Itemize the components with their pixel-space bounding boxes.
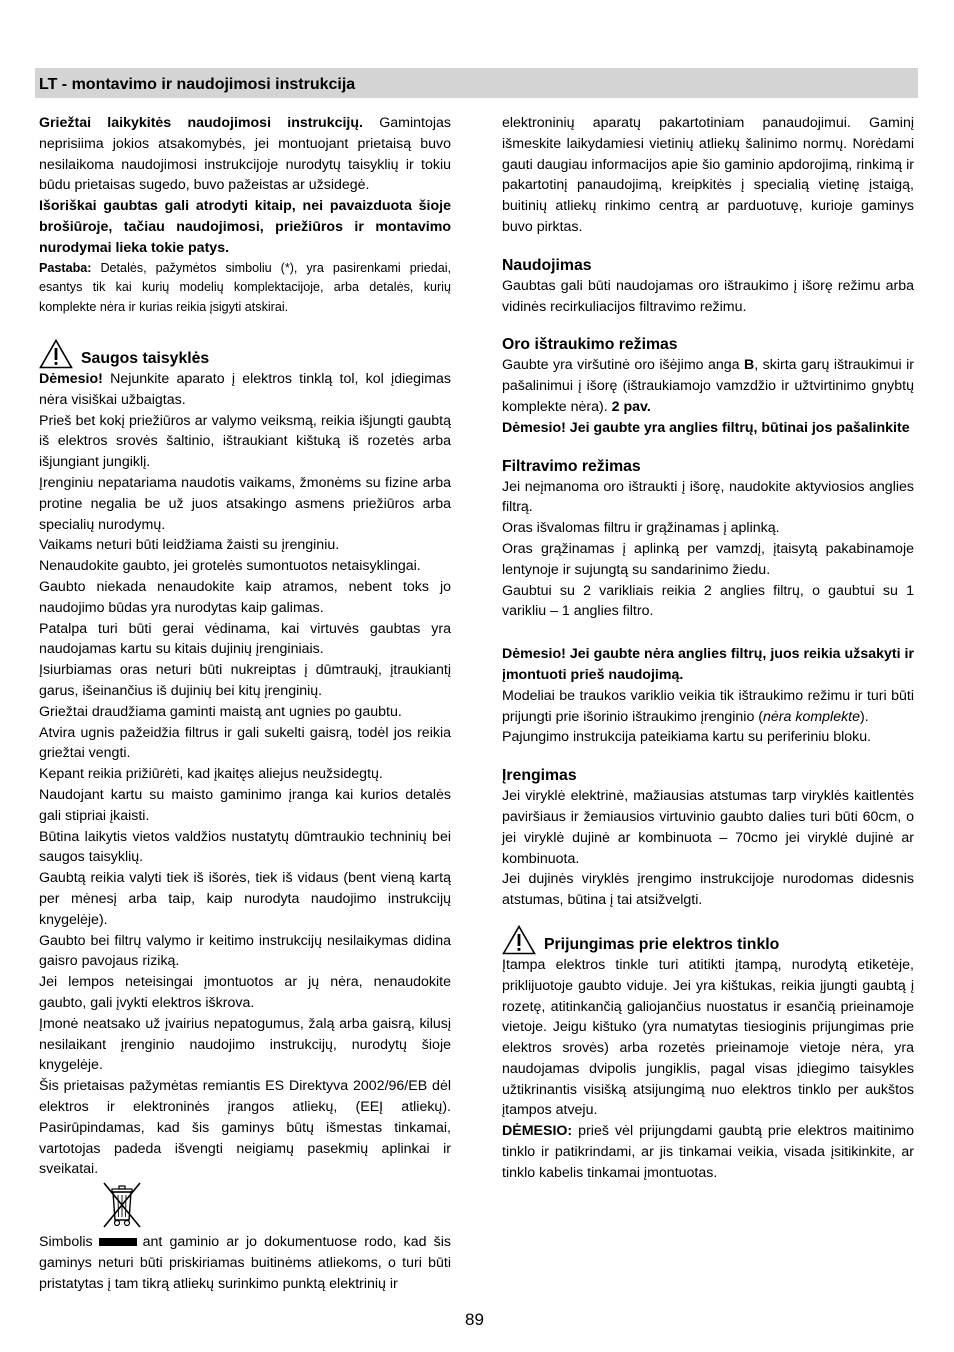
intro-bold-paragraph: Išoriškai gaubtas gali atrodyti kitaip, nei pavaizduota šioje brošiūroje, tačiau naudojimosi, priežiūros ir montavimo nurodymai lieka tokie patys. — [39, 198, 451, 256]
motorless-text-a: Modeliai be traukos variklio veikia tik ištraukimo režimu ir turi būti prijungti prie išorinio ištraukimo įrenginio ( — [502, 687, 914, 725]
intro-paragraph — [39, 113, 451, 196]
electrical-attention-label: DĖMESIO: — [502, 1123, 573, 1140]
usage-paragraph: Gaubtas gali būti naudojamas oro ištraukimo į išorę režimu arba vidinės recirkuliacijos filtravimo režimu. — [502, 277, 914, 315]
intro-bold: Griežtai laikykitės naudojimosi instrukcijų. — [39, 115, 363, 131]
electrical-attention — [502, 1121, 914, 1183]
crossed-out-bin-icon — [99, 1180, 145, 1230]
note-paragraph — [39, 259, 451, 318]
install-paragraph: Jei dujinės viryklės įrengimo instrukcijoje nurodomas didesnis atstumas, būtina į tai atsižvelgti. — [502, 871, 914, 909]
right-column — [502, 113, 914, 1184]
section-title: LT - montavimo ir naudojimosi instrukcija — [39, 76, 356, 93]
electrical-heading-row — [502, 925, 914, 955]
extraction-outlet-label: B — [744, 357, 755, 374]
warning-triangle-icon — [39, 339, 73, 369]
extraction-heading: Oro ištraukimo režimas — [502, 336, 678, 354]
note-text: Detalės, pažymėtos simboliu (*), yra pasirenkami priedai, esantys tik kai kurių modelių komplektacijoje, arba detalės, kurių komplekte nėra ir kurias reikia įsigyti atskirai. — [39, 260, 451, 314]
extraction-paragraph — [502, 355, 914, 417]
filter-heading: Filtravimo režimas — [502, 457, 641, 475]
filter-attention: Dėmesio! Jei gaubte nėra anglies filtrų, juos reikia užsakyti ir įmontuoti prieš naudojimą. — [502, 646, 914, 683]
symbol-prefix: Simbolis — [39, 1234, 93, 1251]
motorless-italic: nėra komplekte — [763, 708, 861, 725]
safety-paragraph: Prieš bet kokį priežiūros ar valymo veiksmą, reikia išjungti gaubtą iš elektros srovės šaltinio, ištraukiant kištuką iš rozetės arba išjungiant jungiklį. — [39, 412, 451, 471]
safety-paragraph: Įmonė neatsako už įvairius nepatogumus, žalą arba gaisrą, kilusį nesilaikant įrenginio naudojimo instrukcijų, nurodytų šioje knygelėje. — [39, 1015, 451, 1074]
symbol-text: ant gaminio ar jo dokumentuose rodo, kad šis gaminys neturi būti priskiriamas buitinėms atliekoms, o turi būti pristatytas į tam tikrą atliekų surinkimo punktą elektrinių ir — [39, 1234, 451, 1292]
safety-paragraph: Gaubto bei filtrų valymo ir keitimo instrukcijų nesilaikymas didina gaisro pavojaus riziką. — [39, 932, 451, 970]
extraction-figure-ref: 2 pav. — [611, 398, 651, 415]
filter-paragraph: Oras grąžinamas į aplinką per vamzdį, įtaisytą pakabinamoje lentynoje ir sujungtą su sandarinimo žiedu. — [502, 540, 914, 578]
connection-note: Pajungimo instrukcija pateikiama kartu su periferiniu bloku. — [502, 729, 872, 746]
extraction-text-b: , skirta garų ištraukimui ir pašalinimui į išorę (ištraukiamojo vamzdžio ir užtvirtinimo gnybtų komplekte nėra). — [502, 357, 914, 415]
warning-triangle-icon — [502, 925, 536, 955]
black-bar-symbol — [99, 1238, 137, 1246]
electrical-heading: Prijungimas prie elektros tinklo — [544, 935, 780, 953]
extraction-attention: Dėmesio! Jei gaubte yra anglies filtrų, būtinai jos pašalinkite — [502, 419, 910, 436]
safety-paragraph: Patalpa turi būti gerai vėdinama, kai virtuvės gaubtas yra naudojamas kartu su kitais dujinių įrenginiais. — [39, 620, 451, 658]
safety-paragraph: Gaubto niekada nenaudokite kaip atramos, nebent toks jo naudojimo būdas yra nurodytas kaip galimas. — [39, 579, 451, 616]
filter-paragraph: Oras išvalomas filtru ir grąžinamas į aplinką. — [502, 520, 780, 537]
page-number: 89 — [465, 1310, 484, 1329]
intro-text: Gamintojas neprisiima jokios atsakomybės, jei montuojant prietaisą buvo nesilaikoma naudojimosi instrukcijoje nurodytų taisyklių ir tokiu būdu prietaisas sugedo, buvo pažeistas ar užsidegė. — [39, 115, 451, 194]
safety-paragraph: Naudojant kartu su maisto gaminimo įranga kai kurios detalės gali stipriai įkaisti. — [39, 787, 451, 824]
install-paragraph: Jei viryklė elektrinė, mažiausias atstumas tarp viryklės kaitlentės paviršiaus ir žemiausios virtuvinio gaubto dalies turi būti 60cm, o jei viryklė dujinė ar kombinuota – 70cmo jei viryklė dujinė ar kombinuota. — [502, 788, 914, 867]
safety-paragraph: Griežtai draudžiama gaminti maistą ant ugnies po gaubtu. — [39, 703, 402, 720]
safety-paragraph: Atvira ugnis pažeidžia filtrus ir gali sukelti gaisrą, todėl jos reikia griežtai vengti. — [39, 724, 451, 762]
continuation-paragraph: elektroninių aparatų pakartotiniam panaudojimui. Gaminį išmeskite laikydamiesi vietinių atliekų šalinimo normų. Norėdami gauti daugiau informacijos apie šio gaminio apdorojimą, rinkimą ir pakartotinį panaudojimą, kreipkitės į specialią vietinę įstaigą, buitinių atliekų rinkimo centrą ar parduotuvę, kurioje gaminys buvo pirktas. — [502, 115, 914, 235]
electrical-attention-text: prieš vėl prijungdami gaubtą prie elektros maitinimo tinklo ir patikrindami, ar jis tinkamai veikia, visada įsitikinkite, ar tinklo kabelis tinkamai įmontuotas. — [502, 1123, 914, 1181]
safety-attention-label: Dėmesio! — [39, 371, 103, 388]
safety-paragraph: Jei lempos neteisingai įmontuotos ar jų nėra, nenaudokite gaubto, gali įvykti elektros iškrova. — [39, 974, 451, 1011]
safety-attention-text: Nejunkite aparato į elektros tinklą tol, kol įdiegimas nėra visiškai užbaigtas. — [39, 371, 451, 408]
section-header — [35, 68, 918, 98]
filter-paragraph: Jei neįmanoma oro ištraukti į išorę, naudokite aktyviosios anglies filtrą. — [502, 478, 914, 516]
safety-paragraph: Kepant reikia prižiūrėti, kad įkaitęs aliejus neužsidegtų. — [39, 766, 383, 783]
install-heading: Įrengimas — [502, 767, 577, 785]
safety-heading-row — [39, 339, 451, 369]
extraction-text-a: Gaubte yra viršutinė oro išėjimo anga — [502, 357, 745, 374]
safety-paragraph: Šis prietaisas pažymėtas remiantis ES Direktyva 2002/96/EB dėl elektros ir elektroninės įrangos atliekų, (EEĮ atliekų). Pasirūpindamas, kad šis gaminys būtų išmestas tinkamai, vartotojas padeda išvengti neigiamų pasekmių aplinkai ir sveikatai. — [39, 1078, 451, 1178]
safety-attention — [39, 369, 451, 411]
filter-paragraph: Gaubtui su 2 varikliais reikia 2 anglies filtrų, o gaubtui su 1 varikliu – 1 anglies filtro. — [502, 582, 914, 620]
safety-paragraph: Gaubtą reikia valyti tiek iš išorės, tiek iš vidaus (bent vieną kartą per mėnesį arba taip, kaip nurodyta naudojimo instrukcijų knygelėje). — [39, 870, 451, 928]
motorless-paragraph — [502, 686, 914, 728]
weee-symbol — [39, 1180, 451, 1232]
safety-heading: Saugos taisyklės — [81, 350, 210, 368]
safety-paragraph: Įsiurbiamas oras neturi būti nukreiptas į dūmtraukį, įtraukiantį garus, išeinančius iš dujinių bei kitų įrenginių. — [39, 662, 451, 700]
note-label: Pastaba: — [39, 260, 92, 275]
motorless-text-b: ). — [860, 708, 869, 725]
left-column — [39, 113, 451, 1295]
symbol-paragraph — [39, 1232, 451, 1294]
usage-heading: Naudojimas — [502, 256, 592, 274]
safety-paragraph: Įrenginiu nepatariama naudotis vaikams, žmonėms su fizine arba protine negalia be už juos atsakingo asmens priežiūros arba specialių nurodymų. — [39, 475, 451, 533]
electrical-paragraph: Įtampa elektros tinkle turi atitikti įtampą, nurodytą etiketėje, priklijuotoje gaubto viduje. Jei yra kištukas, reikia įjungti gaubtą į rozetę, atitinkančią galiojančius nuostatus ir esančią prieinamoje vietoje. Jeigu kištuko (yra numatytas tiesioginis prijungimas prie elektros srovės) arba rozetės prieinamoje vietoje nėra, yra naudojamas dvipolis jungiklis, pagal visas įdiegimo taisykles užtikrinantis visišką atsijungimą nuo elektros tinklo per aukštos įtampos atveju. — [502, 956, 914, 1119]
safety-paragraph: Nenaudokite gaubto, jei grotelės sumontuotos netaisyklingai. — [39, 558, 421, 575]
safety-paragraph: Būtina laikytis vietos valdžios nustatytų dūmtraukio techninių bei saugos taisyklių. — [39, 828, 451, 866]
safety-paragraph: Vaikams neturi būti leidžiama žaisti su įrenginiu. — [39, 537, 340, 554]
